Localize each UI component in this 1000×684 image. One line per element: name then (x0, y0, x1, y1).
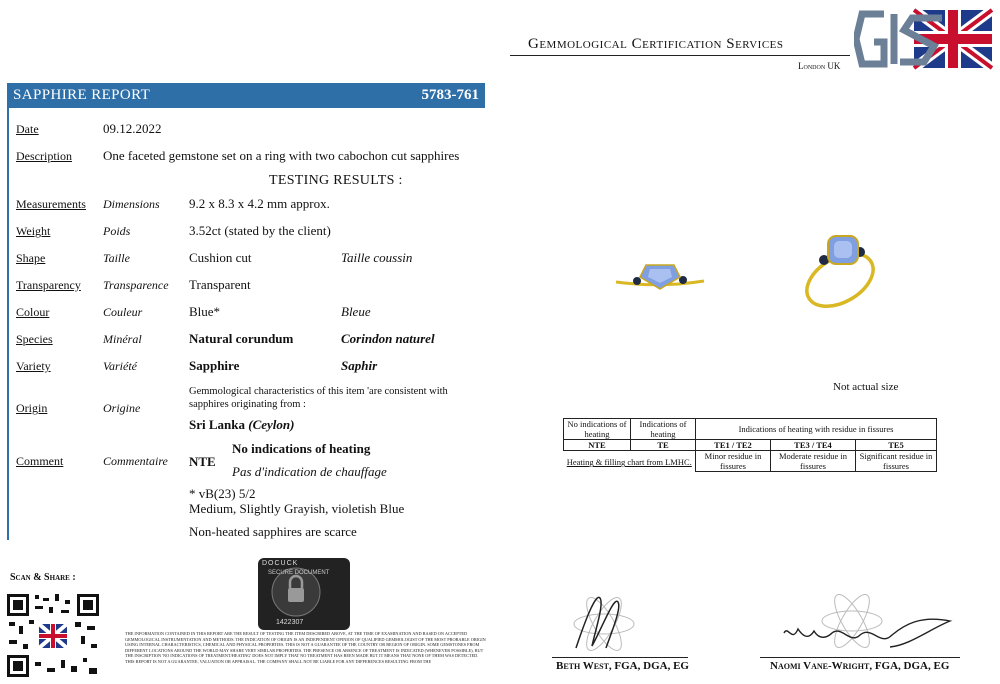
measurements-label: Measurements (16, 197, 86, 211)
scan-share-label: Scan & Share : (10, 572, 76, 583)
heat-code-te1-te2: TE1 / TE2 (696, 440, 771, 451)
species-fr: Minéral (103, 332, 142, 346)
origin-note-line2: sapphires originating from : (189, 399, 306, 410)
date-value: 09.12.2022 (103, 121, 162, 136)
heat-code-te: TE (631, 440, 696, 451)
variety-fr: Variété (103, 359, 137, 373)
colour-label: Colour (16, 305, 50, 319)
origin-fr: Origine (103, 401, 141, 415)
origin-country-alt: (Ceylon) (248, 417, 295, 432)
report-number: 5783-761 (421, 87, 479, 103)
ring-image-side (610, 255, 710, 300)
heat-header-nte: No indications of heating (564, 419, 631, 440)
hologram-text: SECURE DOCUMENT (268, 570, 330, 576)
origin-label: Origin (16, 401, 48, 415)
transparency-value: Transparent (189, 277, 251, 292)
signature-right-image (780, 585, 970, 657)
species-value: Natural corundum (189, 331, 294, 346)
header-divider (510, 55, 850, 56)
origin-country-name: Sri Lanka (189, 417, 245, 432)
report-left-border (7, 108, 9, 540)
heat-desc-minor: Minor residue in fissures (696, 451, 771, 472)
origin-note-line1: Gemmological characteristics of this item 'are consistent with (189, 386, 448, 397)
weight-value: 3.52ct (stated by the client) (189, 223, 331, 238)
comment-fr: Commentaire (103, 454, 168, 468)
heat-code-te5: TE5 (856, 440, 937, 451)
org-name: Gemmological Certification Services (528, 36, 784, 52)
weight-label: Weight (16, 224, 51, 238)
measurements-value: 9.2 x 8.3 x 4.2 mm approx. (189, 196, 330, 211)
shape-fr: Taille (103, 251, 130, 265)
measurements-fr: Dimensions (103, 197, 160, 211)
description-label: Description (16, 149, 72, 163)
ring-image-angle (800, 230, 890, 310)
description-value: One faceted gemstone set on a ring with two cabochon cut sapphires (103, 148, 460, 163)
shape-value-fr: Taille coussin (341, 250, 413, 265)
variety-label: Variety (16, 359, 51, 373)
comment-code: NTE (189, 454, 216, 469)
hologram-number: 1422307 (276, 619, 304, 626)
comment-heading: No indications of heating (232, 441, 371, 456)
disclaimer-text: THE INFORMATION CONTAINED IN THIS REPORT ARE THE RESULT OF TESTING THE ITEM DESCRIBED ABOVE, AT THE TIME OF EXAMINATION AND BASED ON ACCEPTED GEMMOLOGICAL INSTRUMENTATION AND METHODS. THE INDICATION OF ORIGIN IS AN INDEPENDENT OPINION OF QUALIFIED GEMMOLOGIST OF THE MOST PROBABLE ORIGIN USING INTERNAL CHARACTERISTICS, CHEMICAL AND PHYSICAL PROPERTIES. THIS IS NOT A GUARANTEE OF THE COUNTRY OR REGION OF ORIGIN. SOME GEMSTONES FROM DIFFERENT LOCATIONS AROUND THE WORLD MAY SHARE VERY SIMILAR PROPERTIES. THE PRESENCE OR ABSENCE OF TREATMENT IS INDICATED (WHENEVER POSSIBLE), BUT THE INSCRIPTION 'NO INDICATIONS OF TREATMENT/HEATING' DOES NOT IMPLY THAT NO TREATMENT HAS BEEN MADE BUT IT MEANS THAT NONE OF THEM WAS DETECTED. THIS REPORT IS NOT A GUARANTEE, VALUATION OR APPRAISAL. THE COMPANY SHALL NOT BE LIABLE FOR ANY DIFFERENCES RESULTING FROM THE (125, 631, 486, 664)
qr-code[interactable] (5, 592, 101, 679)
testing-results-heading: TESTING RESULTS : (269, 173, 403, 188)
date-label: Date (16, 122, 39, 136)
image-caption: Not actual size (833, 381, 899, 393)
colour-value-fr: Bleue (341, 304, 371, 319)
signature-left-name: Beth West, FGA, DGA, EG (556, 660, 689, 672)
variety-value-fr: Saphir (341, 358, 378, 373)
colour-code: * vB(23) 5/2 (189, 486, 256, 501)
signature-right-line (760, 657, 960, 658)
comment-heading-fr: Pas d'indication de chauffage (232, 464, 387, 479)
colour-fr: Couleur (103, 305, 143, 319)
comment-label: Comment (16, 454, 64, 468)
species-label: Species (16, 332, 53, 346)
colour-description: Medium, Slightly Grayish, violetish Blue (189, 501, 405, 516)
report-title: SAPPHIRE REPORT (13, 87, 151, 103)
report-header-bar (7, 83, 485, 108)
heat-header-te: Indications of heating (631, 419, 696, 440)
variety-value: Sapphire (189, 358, 240, 373)
gcs-logo (854, 8, 994, 70)
heating-chart-table (563, 418, 937, 472)
hologram-brand: DOCUCK (262, 560, 299, 567)
report-footnote: Non-heated sapphires are scarce (189, 524, 357, 539)
heat-code-nte: NTE (564, 440, 631, 451)
heat-desc-significant: Significant residue in fissures (856, 451, 937, 472)
origin-country (189, 417, 294, 433)
signature-left-line (552, 657, 688, 658)
signature-right-name: Naomi Vane-Wright, FGA, DGA, EG (770, 660, 950, 672)
heat-code-te3-te4: TE3 / TE4 (771, 440, 856, 451)
security-hologram (258, 558, 350, 630)
species-value-fr: Corindon naturel (341, 331, 435, 346)
signature-left-image (566, 588, 646, 654)
heat-header-residue: Indications of heating with residue in fissures (696, 419, 937, 440)
transparency-fr: Transparence (103, 278, 169, 292)
colour-value: Blue* (189, 304, 221, 319)
weight-fr: Poids (103, 224, 131, 238)
heat-chart-note: Heating & filling chart from LMHC. (566, 457, 692, 468)
transparency-label: Transparency (16, 278, 81, 292)
org-location: London UK (798, 61, 841, 71)
heat-desc-moderate: Moderate residue in fissures (771, 451, 856, 472)
shape-value: Cushion cut (189, 250, 252, 265)
shape-label: Shape (16, 251, 46, 265)
